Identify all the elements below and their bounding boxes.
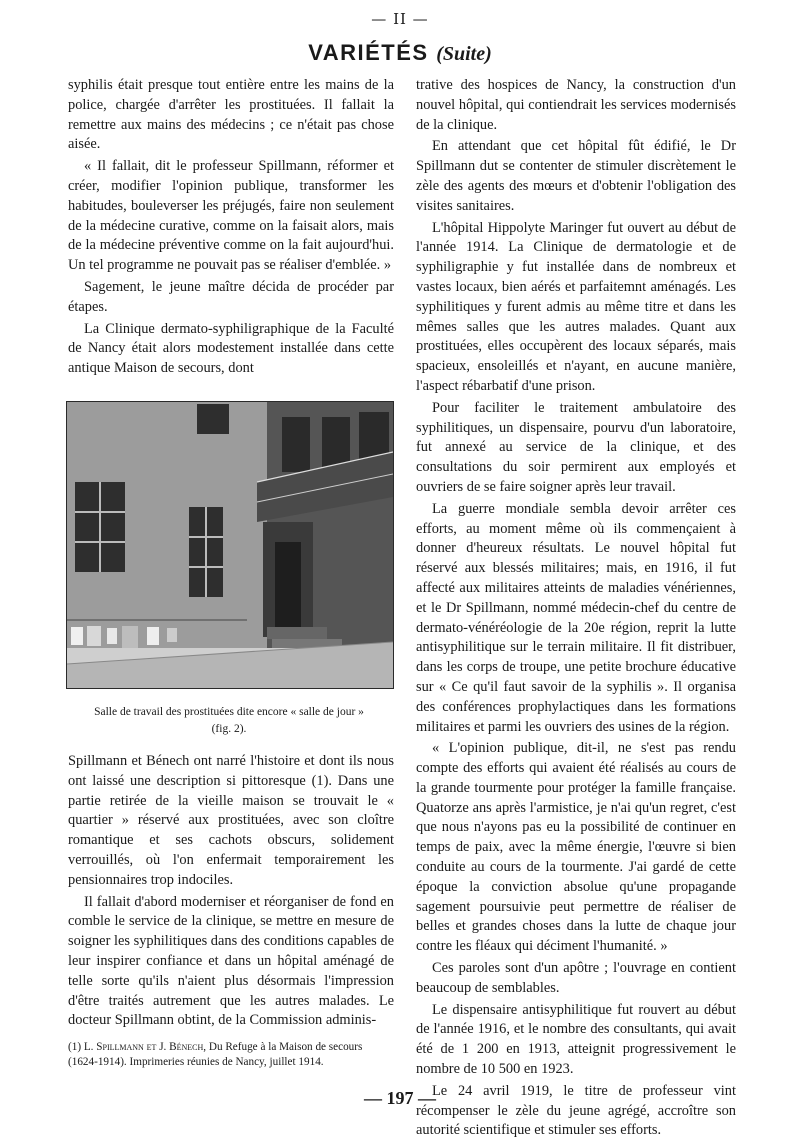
- section-title: [0, 40, 800, 66]
- paragraph: trative des hospices de Nancy, la construction d'un nouvel hôpital, qui contiendrait les services modernisés de la clinique.: [416, 77, 736, 133]
- running-page-number: — II —: [371, 10, 429, 28]
- paragraph: « L'opinion publique, dit-il, ne s'est pas rendu compte des efforts qui avaient été réalisés au cours de la grande tourmente pour protéger la famille française. Quatorze ans après l'armistice, je n'ai qu'un regret, c'est que nous n'ayons pas eu la possibilité de continuer en temps de paix, avec la même énergie, l'œuvre si bien conduite au cours de la tourmente. J'ai gardé de cette époque la conviction absolue qu'une propagande sagement poursuivie peut permettre de réaliser de belles et grandes choses dans la lutte de chaque jour contre les fléaux qui déciment l'humanité. »: [416, 740, 736, 955]
- left-column-bottom: [68, 752, 394, 1031]
- figure-caption-line: (fig. 2).: [211, 723, 247, 735]
- paragraph: La Clinique dermato-syphiligraphique de la Faculté de Nancy était alors modestement installée dans cette antique Maison de secours, dont: [68, 320, 394, 377]
- paragraph: En attendant que cet hôpital fût édifié, le Dr Spillmann dut se contenter de stimuler discrètement le zèle des agents des mœurs et d'obtenir l'obligation des visites sanitaires.: [416, 138, 736, 214]
- paragraph: Il fallait d'abord moderniser et réorganiser de fond en comble le service de la clinique, se mettre en mesure de soigner les syphilitiques dans des conditions capables de leur inspirer confiance et dans un hôpital aménagé de telle sorte qu'ils n'aient plus désormais l'impression d'être traités autrement que les autres malades. Le docteur Spillmann obtint, de la Commission adminis-: [68, 893, 394, 1029]
- footnote-text: Du Refuge à la Maison de secours (1624-1914). Imprimeries réunies de Nancy, juillet 1914.: [68, 1041, 363, 1068]
- footnote: [68, 1040, 394, 1070]
- paragraph: La guerre mondiale sembla devoir arrêter ces efforts, au moment même où ils commençaient à donner d'heureux résultats. Le nouvel hôpital fut réservé aux blessés militaires; mais, en 1916, il fut affecté aux militaires atteints de maladies vénériennes, et le Dr Spillmann, nommé médecin-chef du centre de dermato-vénéréologie de la 20e région, reprit la lutte antisyphilitique sur le terrain militaire. Il fit distribuer, dans les corps de troupe, une petite brochure éducative sur « Ce qu'il faut savoir de la syphilis ». Il organisa des conférences prophylactiques dans les formations militaires et parmi les ouvriers des usines de la région.: [416, 500, 736, 735]
- figure-caption: [66, 704, 392, 738]
- paragraph: Spillmann et Bénech ont narré l'histoire et dont ils nous ont laissé une description si pittoresque (1). Dans une partie retirée de la vieille maison se trouvait le « quartier » réservé aux prostituées, avec son cloître romantique et ses cachots obscurs, solidement verrouillés, où l'on enfermait temporairement les pensionnaires trop indociles.: [68, 753, 394, 888]
- paragraph: Le dispensaire antisyphilitique fut rouvert au début de l'année 1916, et le nombre des consultants, qui avait été de 1 200 en 1913, atteignit progressivement le nombre de 10 500 en 1923.: [416, 1001, 736, 1078]
- paragraph: « Il fallait, dit le professeur Spillmann, réformer et créer, modifier l'opinion publique, transformer les habitudes, bouleverser les préjugés, faire non seulement de la médecine curative, comme on la faisait alors, mais de la médecine préventive comme on la fait aujourd'hui. Un tel programme ne pouvait pas se réaliser d'emblée. »: [68, 158, 394, 274]
- paragraph: L'hôpital Hippolyte Maringer fut ouvert au début de l'année 1914. La Clinique de dermatologie et de syphiligraphie y fut installée dans de nombreux et vastes locaux, bien aérés et parfaitemnt aménagés. Les syphilitiques y furent admis au même titre et dans les mêmes salles que les autres malades. Quant aux prostituées, elles occupèrent des locaux séparés, mais spacieux, ensoleillés et n'ayant, en aucune manière, l'aspect rébarbatif d'une prison.: [416, 219, 736, 394]
- paragraph: Le 24 avril 1919, le titre de professeur vint récompenser le zèle du jeune agrégé, accroître son autorité scientifique et stimuler ses efforts.: [416, 1082, 736, 1139]
- figure-caption-line: Salle de travail des prostituées dite encore « salle de jour »: [94, 706, 364, 718]
- left-column-top: [68, 76, 394, 379]
- section-title-main: VARIÉTÉS: [308, 40, 429, 65]
- paragraph: Pour faciliter le traitement ambulatoire des syphilitiques, un dispensaire, pourvu d'un laboratoire, fut annexé au service de la clinique, et des consultations du soir permirent aux employés et ouvriers de se faire soigner après leur travail.: [416, 399, 736, 495]
- paragraph: Sagement, le jeune maître décida de procéder par étapes.: [68, 278, 394, 315]
- courtyard-photograph: [66, 401, 394, 689]
- paragraph: syphilis était presque tout entière entre les mains de la police, chargée d'arrêter les prostituées. Il fallait la remettre aux mains des médecins ; ce n'était pas chose aisée.: [68, 77, 394, 153]
- courtyard-photo-illustration: [67, 402, 393, 688]
- footnote-authors: L. Spillmann et J. Bénech,: [83, 1041, 207, 1053]
- paragraph: Ces paroles sont d'un apôtre ; l'ouvrage en contient beaucoup de semblables.: [416, 960, 736, 996]
- footnote-marker: (1): [68, 1041, 82, 1053]
- page-number: — 197 —: [364, 1088, 436, 1108]
- right-column: [416, 76, 736, 1141]
- section-title-suffix: (Suite): [436, 43, 492, 65]
